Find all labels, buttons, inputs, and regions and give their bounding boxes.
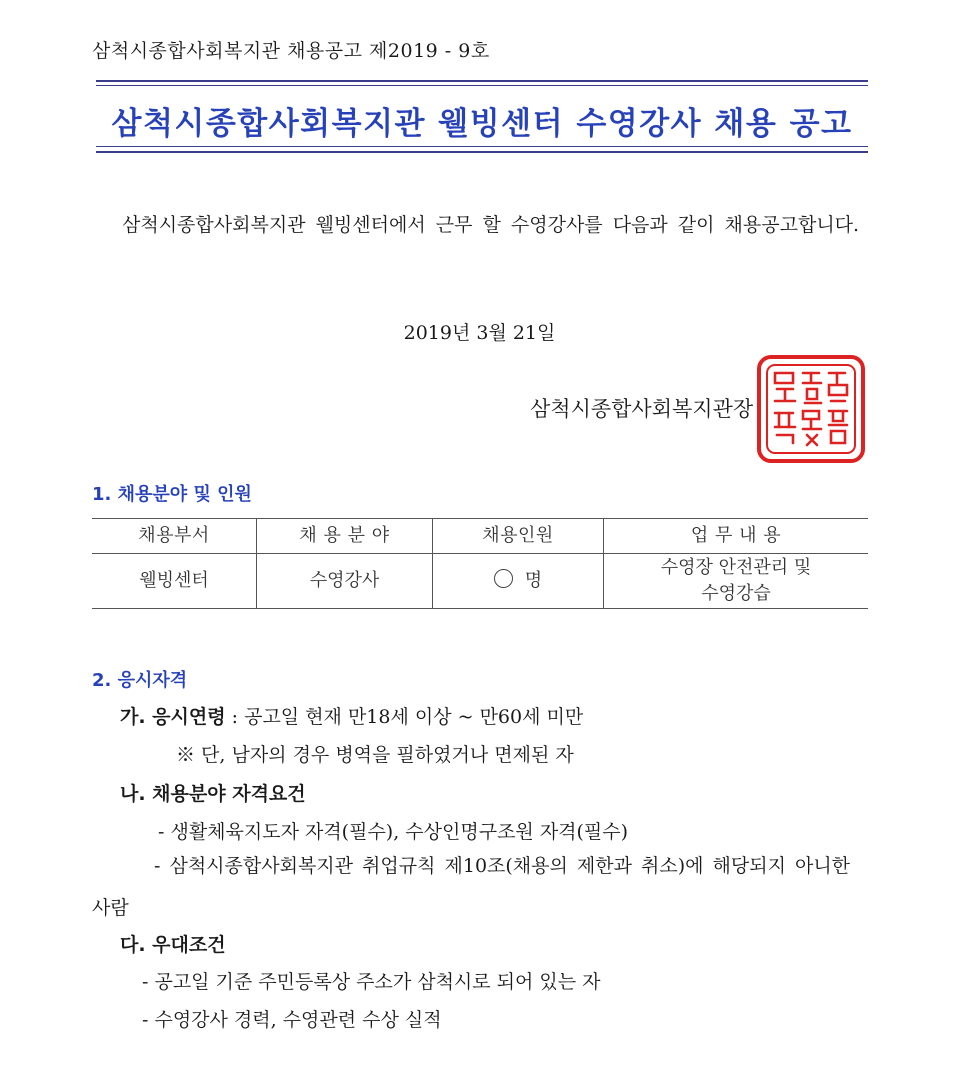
table-header-row xyxy=(92,519,868,554)
notice-number: 삼척시종합사회복지관 채용공고 제2019 - 9호 xyxy=(92,40,490,62)
official-seal xyxy=(757,355,865,463)
qualification-item-1: - 생활체육지도자 자격(필수), 수상인명구조원 자격(필수) xyxy=(158,821,629,843)
announcement-date: 2019년 3월 21일 xyxy=(403,322,556,344)
seal-glyph-icon xyxy=(761,359,861,459)
duty-line-2: 수영강습 xyxy=(701,583,771,604)
table-row xyxy=(92,554,868,609)
qualification-item-2: - 삼척시종합사회복지관 취업규칙 제10조(채용의 제한과 취소)에 해당되지 아니한 사람 xyxy=(92,855,851,919)
intro-paragraph: 삼척시종합사회복지관 웰빙센터에서 근무 할 수영강사를 다음과 같이 채용공고합니다. xyxy=(122,214,860,236)
title-rule-top-inner xyxy=(96,85,868,86)
signer-name: 삼척시종합사회복지관장 xyxy=(530,397,754,421)
title-rule-bottom xyxy=(96,151,868,153)
table-header-count: 채용인원 xyxy=(433,519,604,554)
preference-label: 다. 우대조건 xyxy=(120,934,226,956)
title-rule-bottom-inner xyxy=(96,146,868,147)
table-cell-department: 웰빙센터 xyxy=(92,554,257,609)
table-header-field: 채 용 분 야 xyxy=(257,519,433,554)
table-cell-field: 수영강사 xyxy=(257,554,433,609)
title-rule-top xyxy=(96,80,868,82)
count-unit: 명 xyxy=(524,570,543,591)
preference-heading xyxy=(120,930,226,957)
table-header-department: 채용부서 xyxy=(92,519,257,554)
age-requirement xyxy=(120,702,583,729)
military-note: ※ 단, 남자의 경우 병역을 필하였거나 면제된 자 xyxy=(176,744,574,766)
duty-line-1: 수영장 안전관리 및 xyxy=(660,557,812,578)
age-requirement-text: : 공고일 현재 만18세 이상 ~ 만60세 미만 xyxy=(225,706,584,728)
qualification-label: 나. 채용분야 자격요건 xyxy=(120,783,306,805)
blank-circle-icon xyxy=(494,569,513,588)
recruitment-table xyxy=(92,518,868,609)
preference-item-1: - 공고일 기준 주민등록상 주소가 삼척시로 되어 있는 자 xyxy=(142,971,601,993)
preference-item-2: - 수영강사 경력, 수영관련 수상 실적 xyxy=(142,1009,442,1031)
document-title: 삼척시종합사회복지관 웰빙센터 수영강사 채용 공고 xyxy=(111,106,853,142)
section1-title: 1. 채용분야 및 인원 xyxy=(92,484,252,505)
age-requirement-label: 가. 응시연령 xyxy=(120,706,226,728)
table-header-duty: 업 무 내 용 xyxy=(604,519,869,554)
table-cell-count xyxy=(433,554,604,609)
section2-title: 2. 응시자격 xyxy=(92,670,188,691)
table-cell-duty xyxy=(604,554,869,609)
qualification-heading xyxy=(120,779,306,806)
